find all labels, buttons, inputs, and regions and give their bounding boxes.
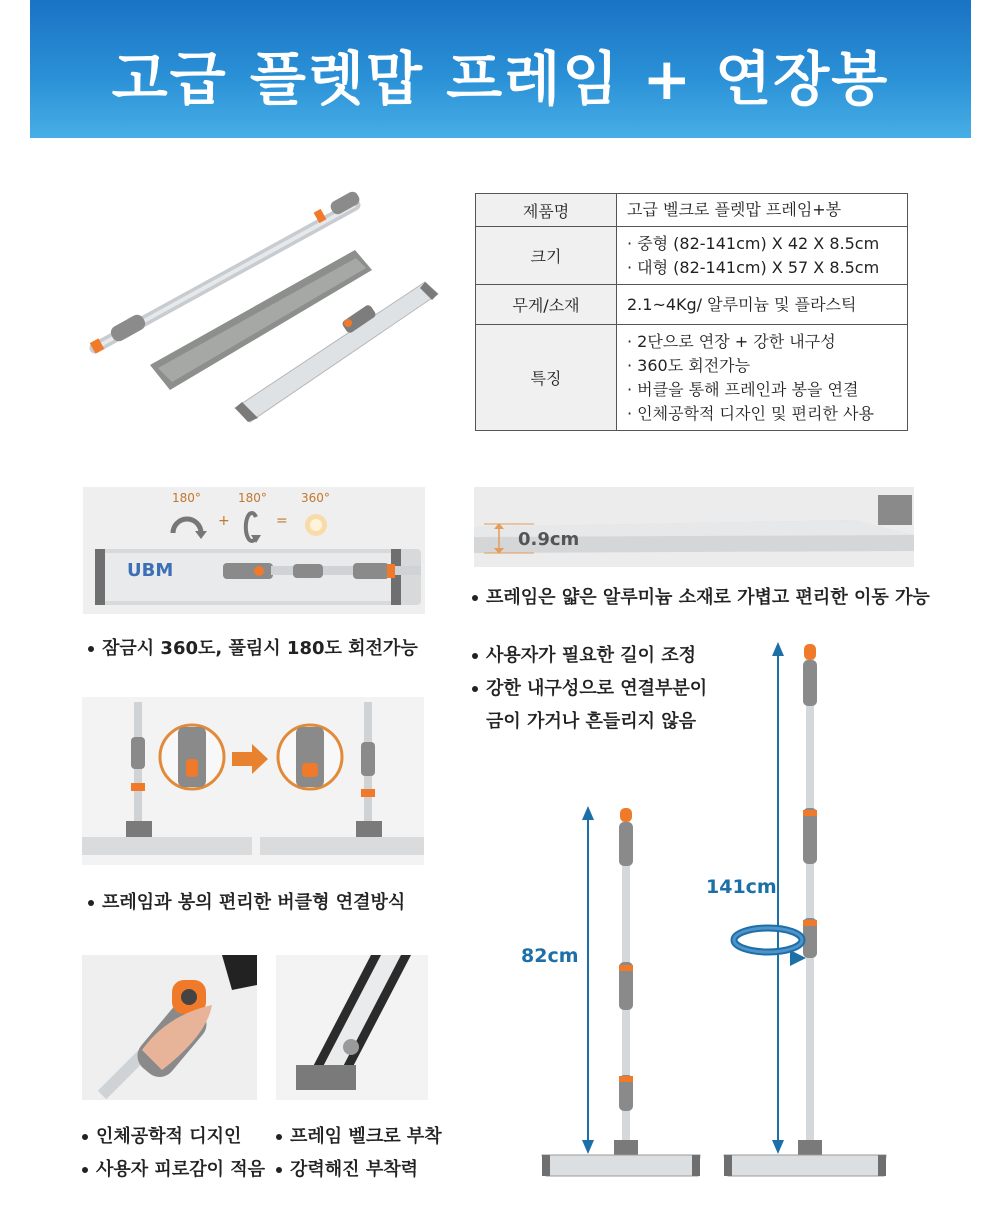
spec-line: · 버클을 통해 프레인과 봉을 연결 [627, 379, 859, 399]
rotation-illustration [83, 487, 425, 614]
spec-line: · 360도 회전가능 [627, 355, 751, 375]
caption-text: 강한 내구성으로 연결부분이 [486, 678, 708, 699]
spec-value [617, 285, 908, 325]
spec-key: 제품명 [476, 194, 617, 227]
bullet-dot [276, 1167, 282, 1173]
ergo-caption-2 [82, 1155, 265, 1181]
spec-row-weight [476, 285, 908, 325]
plus-sign: + [218, 513, 230, 529]
frame-caption [472, 583, 930, 609]
spec-row-size [476, 227, 908, 285]
spec-row-name [476, 194, 908, 227]
length-caption-2-cont: 금이 가거나 흔들리지 않음 [486, 711, 697, 732]
spec-key: 무게/소재 [476, 285, 617, 325]
spec-key: 특징 [476, 325, 617, 431]
grip-photo [82, 955, 257, 1100]
buckle-caption [88, 888, 405, 914]
spec-line: 고급 벨크로 플렛맙 프레임+봉 [627, 200, 842, 219]
spec-line: · 2단으로 연장 + 강한 내구성 [627, 331, 836, 351]
brand-logo: UBM [127, 560, 174, 581]
thickness-label: 0.9cm [518, 529, 580, 550]
spec-table [475, 193, 908, 431]
product-photo [80, 190, 445, 440]
velcro-caption-2 [276, 1155, 418, 1181]
bullet-dot [472, 686, 478, 692]
length-illustration [520, 640, 920, 1185]
spec-line: 2.1~4Kg/ 알루미늄 및 플라스틱 [627, 294, 857, 314]
caption-text: 강력해진 부착력 [290, 1159, 418, 1180]
page-title: 고급 플렛맙 프레임 + 연장봉 [111, 45, 890, 113]
grip-illustration [82, 955, 257, 1100]
bullet-dot [88, 646, 94, 652]
bullet-dot [472, 595, 478, 601]
bullet-dot [82, 1167, 88, 1173]
short-length-label: 82cm [521, 945, 579, 967]
spec-value [617, 227, 908, 285]
spec-value [617, 194, 908, 227]
velcro-photo [276, 955, 428, 1100]
bullet-dot [276, 1134, 282, 1140]
velcro-illustration [276, 955, 428, 1100]
angle-label-3: 360° [301, 491, 330, 505]
caption-text: 잠금시 360도, 풀림시 180도 회전가능 [102, 638, 418, 659]
angle-label-1: 180° [172, 491, 201, 505]
buckle-illustration [82, 697, 424, 865]
velcro-caption-1 [276, 1122, 442, 1148]
long-length-label: 141cm [706, 876, 777, 898]
bullet-dot [472, 653, 478, 659]
bullet-dot [82, 1134, 88, 1140]
bullet-dot [88, 900, 94, 906]
spec-row-features [476, 325, 908, 431]
caption-text: 인체공학적 디지인 [96, 1126, 242, 1147]
spec-line: · 중형 (82-141cm) X 42 X 8.5cm [627, 233, 880, 253]
caption-text: 사용자가 필요한 길이 조정 [486, 645, 697, 666]
spec-value [617, 325, 908, 431]
thickness-illustration [474, 487, 914, 567]
ergo-caption-1 [82, 1122, 241, 1148]
rotation-caption [88, 634, 418, 660]
caption-text: 사용자 피로감이 적음 [96, 1159, 266, 1180]
equals-sign: = [276, 513, 288, 529]
caption-text: 프레임은 얇은 알루미늄 소재로 가볍고 편리한 이동 가능 [486, 587, 930, 608]
header-banner [30, 0, 971, 138]
caption-text: 프레임과 봉의 편리한 버클형 연결방식 [102, 892, 406, 913]
spec-line: · 인체공학적 디자인 및 편리한 사용 [627, 403, 874, 423]
spec-line: · 대형 (82-141cm) X 57 X 8.5cm [627, 257, 880, 277]
spec-key: 크기 [476, 227, 617, 285]
angle-label-2: 180° [238, 491, 267, 505]
buckle-photo [82, 697, 424, 865]
rotation-photo [83, 487, 425, 614]
caption-text: 프레임 벨크로 부착 [290, 1126, 442, 1147]
thickness-photo [474, 487, 914, 567]
